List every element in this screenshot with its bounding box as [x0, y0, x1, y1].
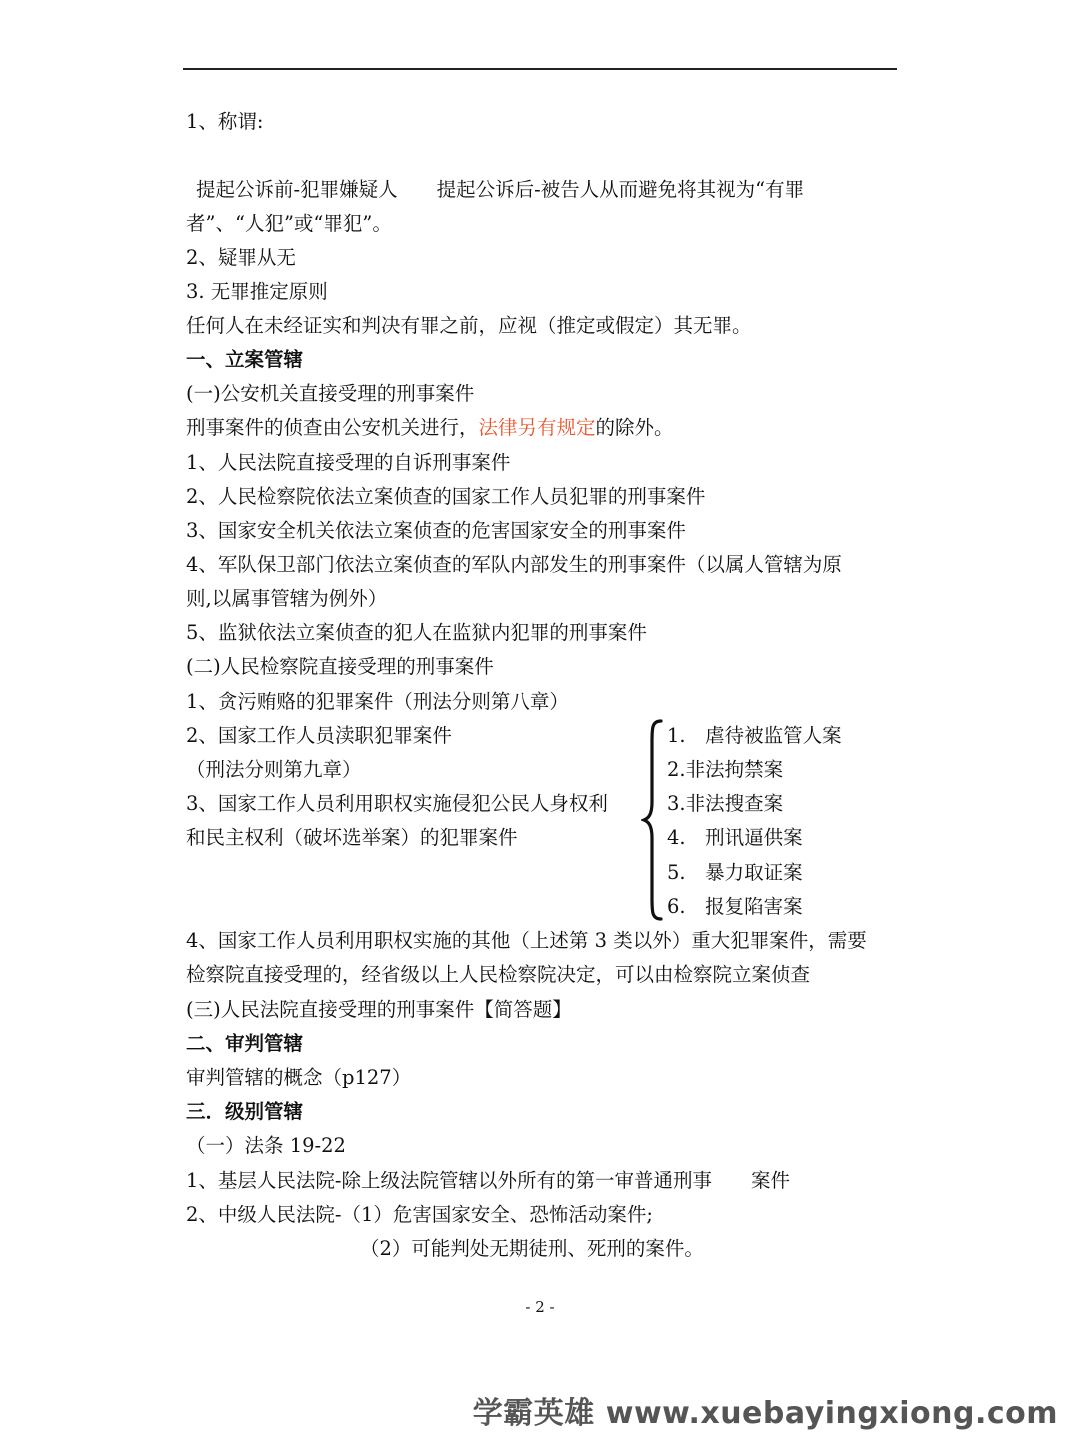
line-proc-item-4: 4、国家工作人员利用职权实施的其他（上述第 3 类以外）重大犯罪案件，需要 — [186, 929, 867, 952]
list-item: 1. 虐待被监管人案 — [667, 724, 842, 747]
line-statute: （一）法条 19-22 — [186, 1134, 346, 1157]
heading-trial-jurisdiction: 二、审判管辖 — [186, 1032, 304, 1055]
line-subsection-court: (三)人民法院直接受理的刑事案件【简答题】 — [186, 998, 572, 1021]
text-highlight-law: 法律另有规定 — [478, 416, 596, 439]
line-proc-item-3-cont: 和民主权利（破坏选举案）的犯罪案件 — [186, 826, 518, 849]
line-item-4: 4、军队保卫部门依法立案侦查的军队内部发生的刑事案件（以属人管辖为原 — [186, 553, 842, 576]
line-presumption-definition: 任何人在未经证实和判决有罪之前，应视（推定或假定）其无罪。 — [186, 314, 752, 337]
watermark: 学霸英雄 www.xuebayingxiong.com — [472, 1396, 1058, 1431]
line-subsection-procuratorate: (二)人民检察院直接受理的刑事案件 — [186, 655, 494, 678]
header-rule — [183, 68, 897, 70]
line-item-5: 5、监狱依法立案侦查的犯人在监狱内犯罪的刑事案件 — [186, 621, 647, 644]
curly-brace-icon — [641, 718, 665, 922]
line-title-appellation: 1、称谓: — [186, 110, 264, 133]
text-plain: 刑事案件的侦查由公安机关进行， — [186, 416, 479, 439]
list-item: 4. 刑讯逼供案 — [667, 826, 803, 849]
line-proc-item-2-cont: （刑法分则第九章） — [186, 758, 362, 781]
list-item: 3.非法搜查案 — [667, 792, 784, 815]
line-presumption-title: 3. 无罪推定原则 — [186, 280, 328, 303]
text-plain-end: 的除外。 — [595, 416, 674, 439]
line-trial-concept: 审判管辖的概念（p127） — [186, 1066, 412, 1089]
list-item: 5. 暴力取证案 — [667, 861, 803, 884]
heading-case-filing-jurisdiction: 一、立案管辖 — [186, 348, 304, 371]
line-proc-item-4-cont: 检察院直接受理的，经省级以上人民检察院决定，可以由检察院立案侦查 — [186, 963, 811, 986]
heading-level-jurisdiction: 三．级别管辖 — [186, 1100, 304, 1123]
line-item-1: 1、人民法院直接受理的自诉刑事案件 — [186, 451, 511, 474]
line-doubt-principle: 2、疑罪从无 — [186, 246, 296, 269]
line-basic-court: 1、基层人民法院-除上级法院管辖以外所有的第一审普通刑事 案件 — [186, 1169, 790, 1192]
page-number: - 2 - — [525, 1298, 555, 1316]
list-item: 6. 报复陷害案 — [667, 895, 803, 918]
line-item-3: 3、国家安全机关依法立案侦查的危害国家安全的刑事案件 — [186, 519, 686, 542]
line-intermediate-court-cont: （2）可能判处无期徒刑、死刑的案件。 — [360, 1237, 704, 1260]
line-proc-item-1: 1、贪污贿赂的犯罪案件（刑法分则第八章） — [186, 690, 569, 713]
line-subsection-police: (一)公安机关直接受理的刑事案件 — [186, 382, 475, 405]
line-appellation-detail-cont: 者”、“人犯”或“罪犯”。 — [186, 212, 392, 235]
line-item-4-cont: 则,以属事管辖为例外） — [186, 587, 388, 610]
line-proc-item-3: 3、国家工作人员利用职权实施侵犯公民人身权利 — [186, 792, 608, 815]
line-item-2: 2、人民检察院依法立案侦查的国家工作人员犯罪的刑事案件 — [186, 485, 706, 508]
line-investigation-rule — [186, 411, 674, 445]
line-intermediate-court: 2、中级人民法院-（1）危害国家安全、恐怖活动案件; — [186, 1203, 653, 1226]
line-proc-item-2: 2、国家工作人员渎职犯罪案件 — [186, 724, 452, 747]
line-appellation-detail: 提起公诉前-犯罪嫌疑人 提起公诉后-被告人从而避免将其视为“有罪 — [196, 178, 805, 201]
list-item: 2.非法拘禁案 — [667, 758, 784, 781]
